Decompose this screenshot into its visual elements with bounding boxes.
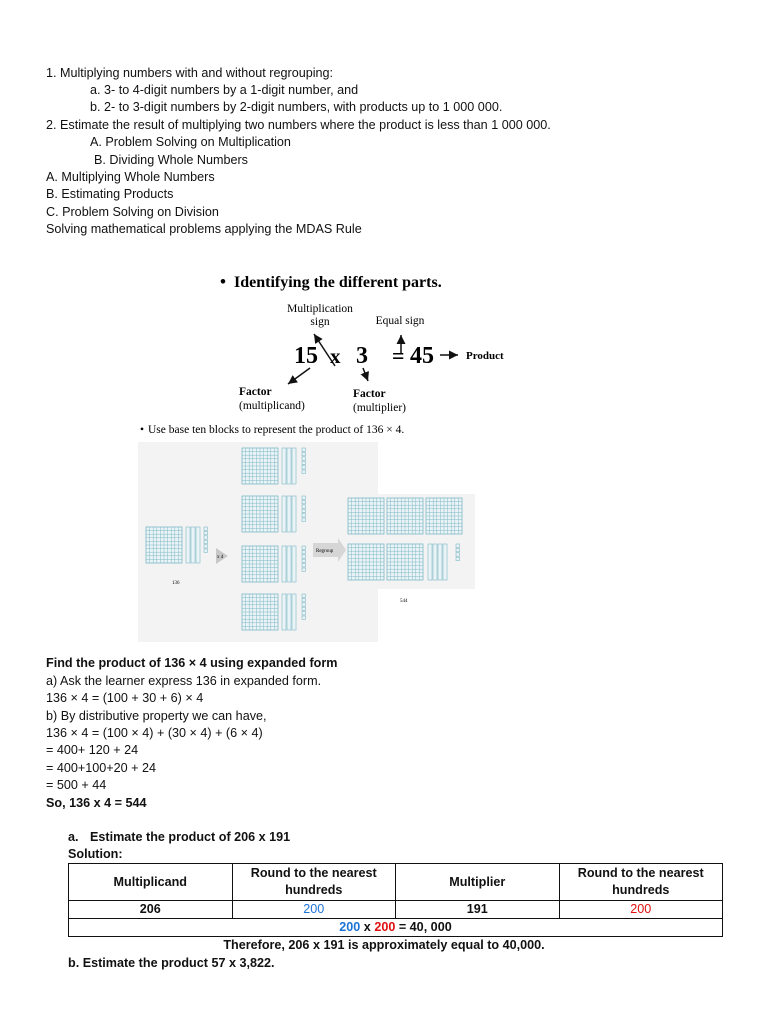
ten-rod (282, 448, 286, 484)
factor1-sub: (multiplicand) (239, 400, 305, 412)
unit-cube (456, 544, 459, 547)
factor2-label: Factor (353, 388, 386, 400)
cell-multiplicand: 206 (69, 901, 233, 919)
label-544: 544 (400, 599, 408, 604)
x4-label: x 4 (217, 555, 224, 560)
ten-rod (282, 496, 286, 532)
unit-cube (302, 555, 305, 558)
label-136: 136 (172, 581, 180, 586)
col-round-1: Round to the nearest hundreds (232, 864, 396, 901)
unit-cube (456, 557, 459, 560)
unit-cube (302, 457, 305, 460)
unit-cube (456, 553, 459, 556)
unit-cube (204, 536, 207, 539)
topic-a: A. Multiplying Whole Numbers (46, 170, 215, 184)
unit-cube (302, 559, 305, 562)
unit-cube (302, 496, 305, 499)
ten-rod (282, 546, 286, 582)
calc-b: 200 (374, 920, 396, 934)
unit-cube (302, 461, 305, 464)
ten-rod (186, 527, 190, 563)
unit-cube (302, 466, 305, 469)
expanded-eq-b: 136 × 4 = (100 × 4) + (30 × 4) + (6 × 4) (46, 726, 263, 740)
figure-heading: Identifying the different parts. (234, 274, 442, 291)
unit-cube (302, 448, 305, 451)
multiplication-figure (130, 262, 630, 644)
ten-rod (196, 527, 200, 563)
expanded-eq-a: 136 × 4 = (100 + 30 + 6) × 4 (46, 691, 204, 705)
times-sign: x (330, 344, 341, 368)
ten-rod (292, 546, 296, 582)
cell-multiplier: 191 (396, 901, 560, 919)
equal-sign-label: Equal sign (375, 315, 425, 327)
arrow-factor-2 (363, 368, 368, 381)
unit-cube (302, 452, 305, 455)
estimate-a-label: a. (68, 830, 79, 844)
unit-cube (302, 505, 305, 508)
unit-cube (302, 603, 305, 606)
blocks-caption: Use base ten blocks to represent the product of 136 × 4. (148, 424, 405, 436)
unit-cube (204, 545, 207, 548)
factor1-label: Factor (239, 386, 272, 398)
unit-cube (204, 527, 207, 530)
unit-cube (302, 546, 305, 549)
cell-rounded-multiplicand: 200 (232, 901, 396, 919)
ten-rod (443, 544, 447, 580)
table-header-row (69, 864, 723, 901)
calc-rest: = 40, 000 (395, 920, 452, 934)
factor-3: 3 (356, 343, 368, 369)
table-row (69, 901, 723, 919)
mult-sign-label-1: Multiplication (287, 303, 353, 315)
unit-cube (456, 548, 459, 551)
col-round-2: Round to the nearest hundreds (559, 864, 723, 901)
expanded-step-a: a) Ask the learner express 136 in expanded form. (46, 674, 322, 688)
unit-cube (302, 598, 305, 601)
calc-x: x (360, 920, 375, 934)
objective-1b: b. 2- to 3-digit numbers by 2-digit numbers, with products up to 1 000 000. (90, 100, 503, 114)
unit-cube (204, 540, 207, 543)
topic-c: C. Problem Solving on Division (46, 205, 219, 219)
cell-rounded-multiplier: 200 (559, 901, 723, 919)
objective-2: 2. Estimate the result of multiplying two numbers where the product is less than 1 000 000. (46, 118, 551, 132)
estimate-table (68, 863, 723, 937)
mdas-line: Solving mathematical problems applying the MDAS Rule (46, 222, 362, 236)
unit-cube (302, 470, 305, 473)
cell-calculation (69, 919, 723, 937)
ten-rod (433, 544, 437, 580)
unit-cube (302, 500, 305, 503)
unit-cube (302, 518, 305, 521)
ten-rod (287, 496, 291, 532)
bullet-dot: • (220, 272, 226, 291)
unit-cube (302, 568, 305, 571)
ten-rod (292, 448, 296, 484)
objective-2b: B. Dividing Whole Numbers (94, 153, 248, 167)
topic-b: B. Estimating Products (46, 187, 174, 201)
unit-cube (302, 612, 305, 615)
arrow-factor-1 (288, 368, 310, 384)
expanded-sum-3: = 500 + 44 (46, 778, 107, 792)
unit-cube (204, 549, 207, 552)
expanded-title: Find the product of 136 × 4 using expanded form (46, 656, 338, 670)
objective-1a: a. 3- to 4-digit numbers by a 1-digit number, and (90, 83, 359, 97)
estimate-b-text: b. Estimate the product 57 x 3,822. (68, 956, 275, 970)
ten-rod (428, 544, 432, 580)
table-calc-row (69, 919, 723, 937)
expanded-step-b: b) By distributive property we can have, (46, 709, 267, 723)
caption-bullet: • (140, 424, 145, 436)
unit-cube (302, 607, 305, 610)
product-label: Product (466, 350, 504, 362)
regroup-label: Regroup (316, 549, 334, 554)
unit-cube (302, 564, 305, 567)
ten-rod (287, 594, 291, 630)
col-multiplier: Multiplier (396, 864, 560, 901)
ten-rod (438, 544, 442, 580)
unit-cube (302, 514, 305, 517)
unit-cube (302, 616, 305, 619)
ten-rod (292, 496, 296, 532)
factor2-sub: (multiplier) (353, 402, 407, 414)
unit-cube (302, 550, 305, 553)
objective-2a: A. Problem Solving on Multiplication (90, 135, 291, 149)
unit-cube (302, 509, 305, 512)
mult-sign-label-2: sign (310, 316, 330, 328)
equals-sign: = (392, 343, 405, 368)
unit-cube (204, 531, 207, 534)
expanded-sum-1: = 400+ 120 + 24 (46, 743, 139, 757)
therefore-line: Therefore, 206 x 191 is approximately equal to 40,000. (223, 938, 545, 952)
col-multiplicand: Multiplicand (69, 864, 233, 901)
ten-rod (282, 594, 286, 630)
ten-rod (292, 594, 296, 630)
solution-label: Solution: (68, 847, 123, 861)
ten-rod (191, 527, 195, 563)
calc-a: 200 (339, 920, 361, 934)
unit-cube (302, 594, 305, 597)
factor-15: 15 (294, 343, 318, 369)
ten-rod (287, 546, 291, 582)
expanded-result: So, 136 x 4 = 544 (46, 796, 147, 810)
objective-1: 1. Multiplying numbers with and without regrouping: (46, 66, 334, 80)
expanded-sum-2: = 400+100+20 + 24 (46, 761, 156, 775)
product-45: 45 (410, 343, 434, 369)
estimate-a-text: Estimate the product of 206 x 191 (90, 830, 291, 844)
ten-rod (287, 448, 291, 484)
